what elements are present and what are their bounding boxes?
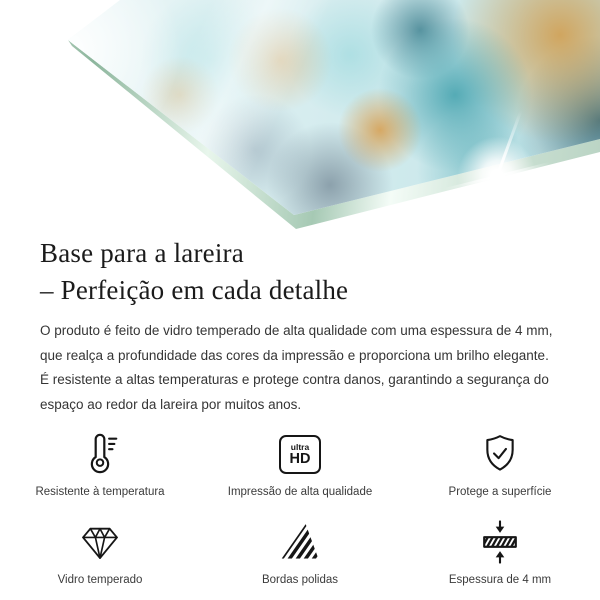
diamond-icon: [78, 518, 122, 566]
feature-label: Espessura de 4 mm: [448, 574, 552, 586]
sparkle-core: [492, 171, 502, 181]
feature-polished-edges: [200, 518, 400, 586]
content-area: [0, 235, 600, 586]
feature-print-quality: [200, 430, 400, 498]
polished-edges-icon: [279, 518, 321, 566]
feature-tempered-glass: [0, 518, 200, 586]
thermometer-icon: [77, 430, 123, 478]
feature-temperature: [0, 430, 200, 498]
ultra-hd-icon-text-top: ultra: [290, 441, 310, 452]
page-title: [40, 235, 560, 309]
product-photo: [0, 0, 600, 233]
product-description: O produto é feito de vidro temperado de alta qualidade com uma espessura de 4 mm, que realça a profundidade das cores da impressão e proporciona um brilho elegante. É resistente a altas temperaturas e protege contra danos, garantindo a segurança do espaço ao redor da lareira por muitos anos.: [40, 323, 553, 412]
feature-label: Impressão de alta qualidade: [227, 486, 373, 498]
ultra-hd-icon-text-bottom: HD: [289, 450, 311, 467]
feature-grid: [0, 430, 600, 586]
title-line-1: Base para a lareira: [40, 238, 244, 268]
feature-label: Bordas polidas: [261, 574, 339, 586]
feature-label: Resistente à temperatura: [35, 486, 165, 498]
thickness-icon: [477, 518, 523, 566]
feature-label: Vidro temperado: [57, 574, 143, 586]
shield-check-icon: [478, 430, 522, 478]
feature-surface-protection: [400, 430, 600, 498]
feature-label: Protege a superfície: [448, 486, 552, 498]
title-line-2: – Perfeição em cada detalhe: [40, 275, 349, 305]
ultra-hd-icon: [279, 430, 321, 478]
feature-thickness: [400, 518, 600, 586]
